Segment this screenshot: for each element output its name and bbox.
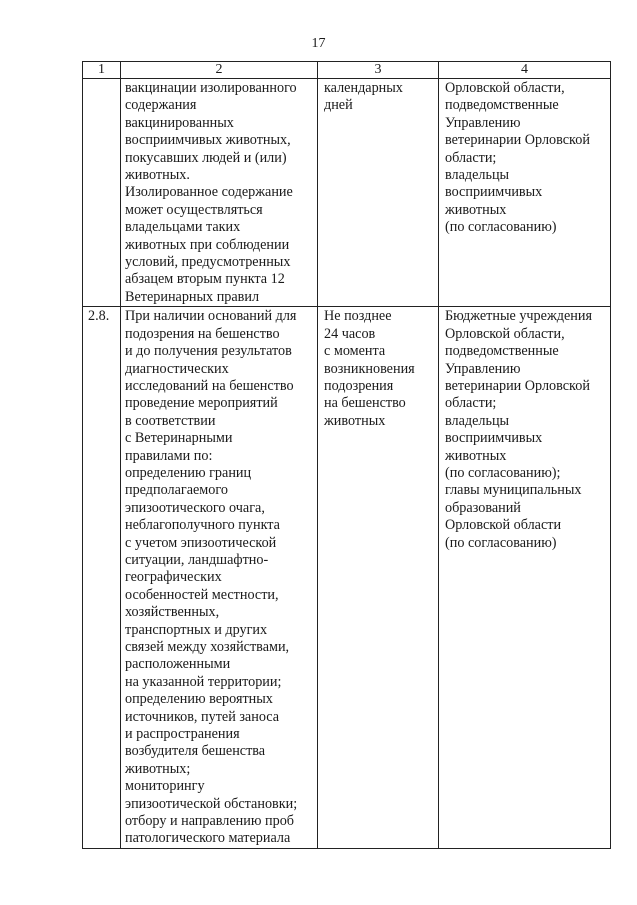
measure-cell: вакцинации изолированного содержания вакцинированных восприимчивых животных, покусавших людей и (или) животных. Изолированное содержание может осуществляться владельцами таких животных при соблюдении условий, предусмотренных абзацем вторым пункта 12 Ветеринарных правил <box>121 79 318 307</box>
header-col-2: 2 <box>121 62 318 79</box>
row-number-cell: 2.8. <box>83 307 121 849</box>
table-row <box>83 79 611 307</box>
table-row <box>83 307 611 849</box>
measures-table <box>82 61 611 849</box>
responsible-cell: Бюджетные учреждения Орловской области, подведомственные Управлению ветеринарии Орловской области; владельцы восприимчивых животных (по согласованию); главы муниципальных образований Орловской области (по согласованию) <box>439 307 611 849</box>
deadline-cell: календарных дней <box>318 79 439 307</box>
row-number-cell <box>83 79 121 307</box>
table-header-row <box>83 62 611 79</box>
measure-cell: При наличии оснований для подозрения на бешенство и до получения результатов диагностических исследований на бешенство проведение мероприятий в соответствии с Ветеринарными правилами по: определению границ предполагаемого эпизоотического очага, неблагополучного пункта с учетом эпизоотической ситуации, ландшафтно- географических особенностей местности, хозяйственных, транспортных и других связей между хозяйствами, расположенными на указанной территории; определению вероятных источников, путей заноса и распространения возбудителя бешенства животных; мониторингу эпизоотической обстановки; отбору и направлению проб патологического материала <box>121 307 318 849</box>
responsible-cell: Орловской области, подведомственные Управлению ветеринарии Орловской области; владельцы восприимчивых животных (по согласованию) <box>439 79 611 307</box>
header-col-1: 1 <box>83 62 121 79</box>
deadline-cell: Не позднее 24 часов с момента возникновения подозрения на бешенство животных <box>318 307 439 849</box>
page-number: 17 <box>311 36 326 51</box>
header-col-3: 3 <box>318 62 439 79</box>
header-col-4: 4 <box>439 62 611 79</box>
